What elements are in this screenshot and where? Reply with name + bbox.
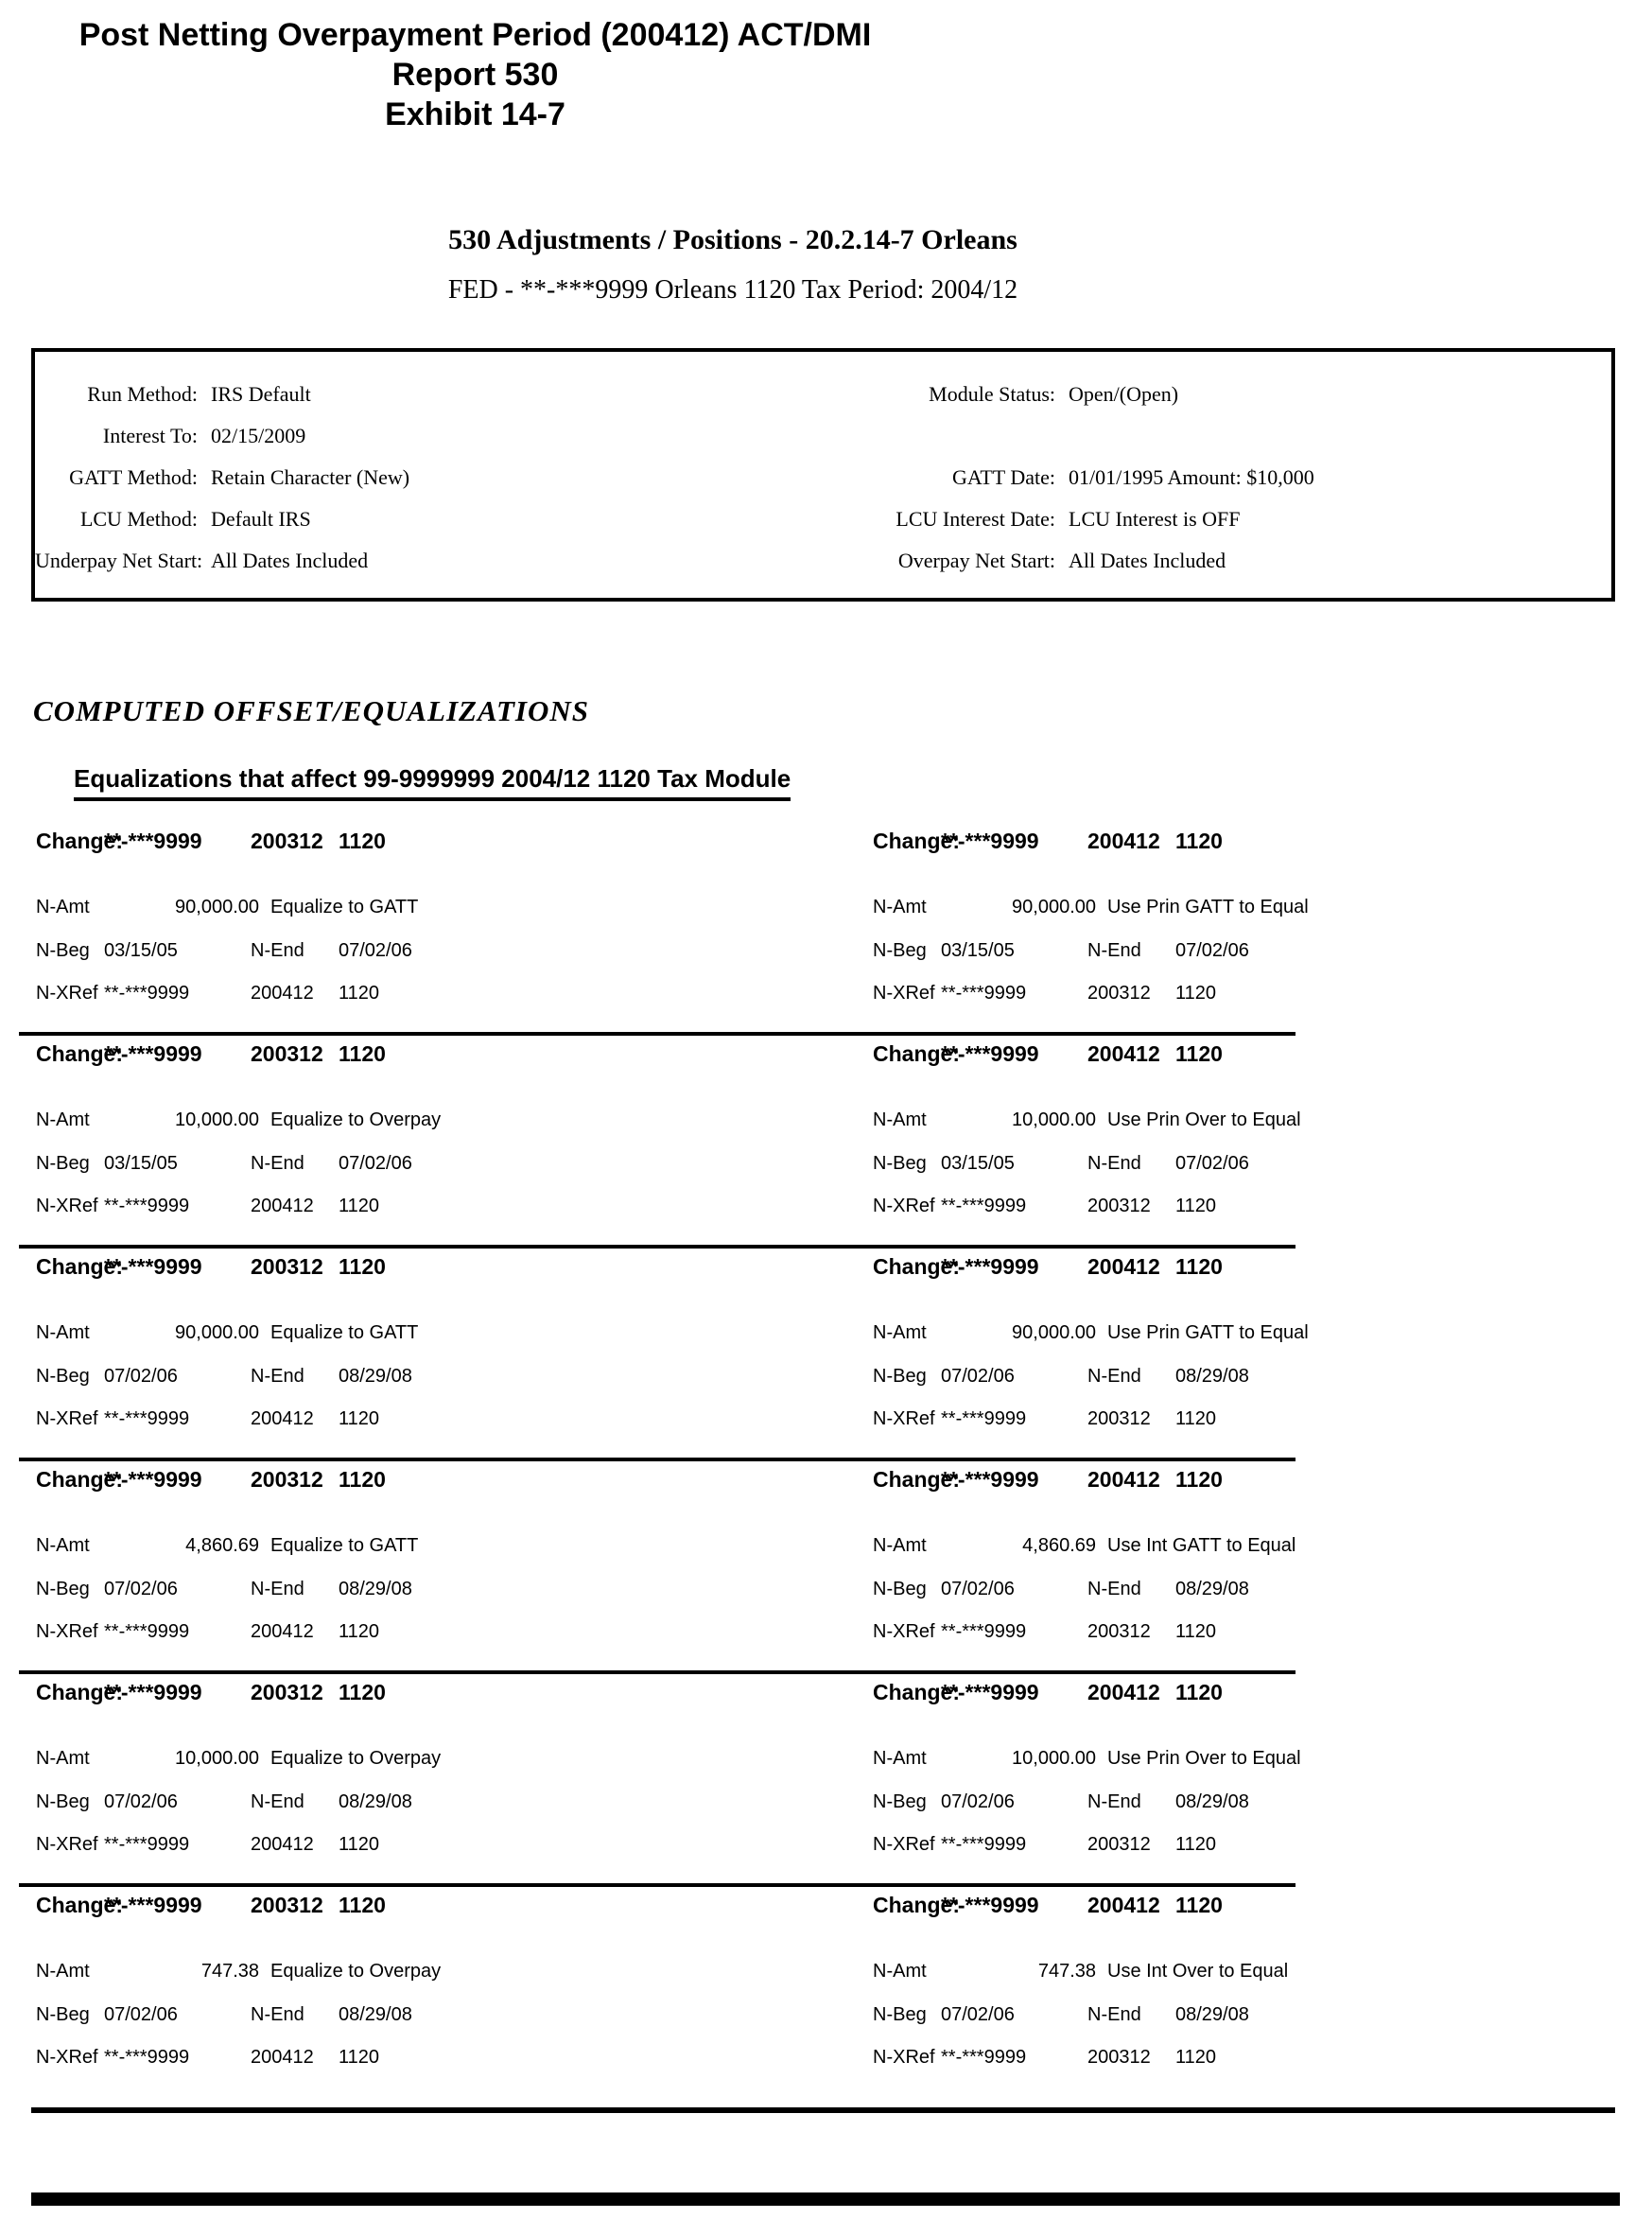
info-label: Interest To: <box>102 424 198 447</box>
change-period: 200412 <box>1087 1254 1160 1279</box>
n-beg-date: 07/02/06 <box>941 1579 1015 1599</box>
change-period: 200412 <box>1087 1893 1160 1917</box>
change-block-right <box>873 1032 1639 1245</box>
n-xref-label: N-XRef <box>36 2047 98 2068</box>
n-beg-date: 03/15/05 <box>104 940 178 961</box>
change-label: Change: <box>873 829 960 853</box>
n-xref-mft: 1120 <box>339 1834 380 1855</box>
n-xref-period: 200412 <box>251 1621 314 1642</box>
n-xref-label: N-XRef <box>873 1408 935 1429</box>
change-row <box>0 1670 1652 1883</box>
n-amt-label: N-Amt <box>873 1961 927 1982</box>
n-beg-label: N-Beg <box>36 1579 90 1599</box>
n-amt-desc: Equalize to Overpay <box>270 1748 442 1769</box>
n-end-date: 08/29/08 <box>339 1366 412 1387</box>
n-beg-date: 07/02/06 <box>104 1366 178 1387</box>
info-row <box>35 465 1611 507</box>
change-label: Change: <box>36 1893 123 1917</box>
n-xref-tin: **-***9999 <box>104 1408 190 1429</box>
n-xref-period: 200412 <box>251 1834 314 1855</box>
change-mft: 1120 <box>1175 1041 1223 1066</box>
info-value: All Dates Included <box>1069 549 1226 572</box>
info-value: Retain Character (New) <box>211 465 410 489</box>
info-label: GATT Date: <box>952 465 1055 489</box>
n-amt-value: 90,000.00 <box>175 897 259 917</box>
change-row <box>0 1032 1652 1245</box>
info-value: IRS Default <box>211 382 311 406</box>
n-end-date: 08/29/08 <box>339 2004 412 2025</box>
change-mft: 1120 <box>339 1467 386 1492</box>
n-amt-value: 90,000.00 <box>175 1322 259 1343</box>
change-label: Change: <box>36 1041 123 1066</box>
n-amt-label: N-Amt <box>36 1961 90 1982</box>
n-xref-label: N-XRef <box>873 983 935 1004</box>
change-tin: **-***9999 <box>104 1680 202 1704</box>
n-xref-period: 200412 <box>251 1408 314 1429</box>
change-tin: **-***9999 <box>104 1041 202 1066</box>
n-xref-mft: 1120 <box>1175 983 1217 1004</box>
n-end-label: N-End <box>1087 1366 1141 1387</box>
info-label: LCU Interest Date: <box>896 507 1055 531</box>
n-xref-label: N-XRef <box>36 983 98 1004</box>
n-beg-date: 07/02/06 <box>104 1579 178 1599</box>
change-row <box>0 1245 1652 1458</box>
n-xref-mft: 1120 <box>1175 1196 1217 1216</box>
change-tin: **-***9999 <box>104 1254 202 1279</box>
info-value: Default IRS <box>211 507 311 531</box>
info-label: Overpay Net Start: <box>897 549 1055 572</box>
n-beg-label: N-Beg <box>873 2004 927 2025</box>
change-period: 200412 <box>1087 1041 1160 1066</box>
change-tin: **-***9999 <box>941 1680 1039 1704</box>
n-xref-tin: **-***9999 <box>941 1408 1027 1429</box>
change-row <box>0 1458 1652 1670</box>
change-period: 200312 <box>251 1467 323 1492</box>
n-end-date: 08/29/08 <box>1175 2004 1249 2025</box>
n-xref-tin: **-***9999 <box>941 2047 1027 2068</box>
change-mft: 1120 <box>1175 1680 1223 1704</box>
n-xref-mft: 1120 <box>339 1196 380 1216</box>
n-end-label: N-End <box>1087 1579 1141 1599</box>
n-end-date: 08/29/08 <box>339 1791 412 1812</box>
change-period: 200412 <box>1087 1680 1160 1704</box>
change-mft: 1120 <box>1175 1893 1223 1917</box>
change-label: Change: <box>873 1680 960 1704</box>
report-subtitle-line2: FED - **-***9999 Orleans 1120 Tax Period: 2004/12 <box>447 275 1018 305</box>
n-xref-label: N-XRef <box>36 1196 98 1216</box>
n-xref-period: 200312 <box>1087 1408 1151 1429</box>
n-amt-value: 4,860.69 <box>185 1535 259 1556</box>
report-subtitle-line1: 530 Adjustments / Positions - 20.2.14-7 Orleans <box>448 224 1017 255</box>
n-xref-period: 200312 <box>1087 1621 1151 1642</box>
n-beg-date: 03/15/05 <box>104 1153 178 1174</box>
change-block-right <box>873 1883 1639 2096</box>
n-beg-label: N-Beg <box>873 1153 927 1174</box>
n-end-label: N-End <box>251 2004 304 2025</box>
n-amt-value: 747.38 <box>200 1961 259 1982</box>
n-xref-label: N-XRef <box>36 1834 98 1855</box>
info-value: LCU Interest is OFF <box>1069 507 1241 531</box>
change-mft: 1120 <box>339 1041 386 1066</box>
n-xref-label: N-XRef <box>873 1196 935 1216</box>
n-xref-mft: 1120 <box>1175 1621 1217 1642</box>
info-value: All Dates Included <box>211 549 369 572</box>
n-amt-label: N-Amt <box>873 1748 927 1769</box>
n-beg-label: N-Beg <box>873 1366 927 1387</box>
change-label: Change: <box>873 1254 960 1279</box>
change-label: Change: <box>873 1893 960 1917</box>
footer-rule-thick <box>31 2192 1620 2206</box>
change-block-right <box>873 1670 1639 1883</box>
change-mft: 1120 <box>339 1893 386 1917</box>
n-end-label: N-End <box>251 1579 304 1599</box>
n-xref-period: 200412 <box>251 983 314 1004</box>
n-xref-tin: **-***9999 <box>104 2047 190 2068</box>
page-title-line1: Post Netting Overpayment Period (200412) ACT/DMI Report 530 <box>78 17 872 93</box>
n-beg-label: N-Beg <box>36 940 90 961</box>
n-end-date: 07/02/06 <box>1175 940 1249 961</box>
n-end-label: N-End <box>1087 1153 1141 1174</box>
n-amt-label: N-Amt <box>873 1109 927 1130</box>
n-amt-label: N-Amt <box>873 1535 927 1556</box>
info-label: Underpay Net Start: <box>35 549 203 572</box>
n-end-date: 08/29/08 <box>339 1579 412 1599</box>
equalizations-subheading: Equalizations that affect 99-9999999 2004/12 1120 Tax Module <box>74 764 791 801</box>
info-value: 02/15/2009 <box>211 424 306 447</box>
change-tin: **-***9999 <box>941 1254 1039 1279</box>
n-end-label: N-End <box>251 1791 304 1812</box>
n-xref-mft: 1120 <box>1175 1408 1217 1429</box>
n-end-date: 08/29/08 <box>1175 1366 1249 1387</box>
change-block-right <box>873 819 1639 1032</box>
n-xref-tin: **-***9999 <box>941 1196 1027 1216</box>
n-amt-label: N-Amt <box>36 1322 90 1343</box>
info-label: Module Status: <box>929 382 1055 406</box>
section-heading: COMPUTED OFFSET/EQUALIZATIONS <box>33 694 589 727</box>
n-amt-desc: Use Prin Over to Equal <box>1107 1748 1301 1769</box>
change-mft: 1120 <box>1175 829 1223 853</box>
n-end-label: N-End <box>1087 2004 1141 2025</box>
change-tin: **-***9999 <box>941 1041 1039 1066</box>
n-amt-desc: Equalize to GATT <box>270 897 419 917</box>
change-tin: **-***9999 <box>104 1467 202 1492</box>
n-end-date: 07/02/06 <box>339 1153 412 1174</box>
n-xref-period: 200312 <box>1087 1196 1151 1216</box>
equalization-rows <box>0 819 1652 2096</box>
change-tin: **-***9999 <box>104 829 202 853</box>
n-amt-desc: Use Int GATT to Equal <box>1107 1535 1296 1556</box>
info-label: Run Method: <box>87 382 198 406</box>
n-amt-label: N-Amt <box>873 897 927 917</box>
n-xref-period: 200312 <box>1087 1834 1151 1855</box>
n-xref-label: N-XRef <box>873 1834 935 1855</box>
change-period: 200312 <box>251 1041 323 1066</box>
n-xref-tin: **-***9999 <box>104 1196 190 1216</box>
n-xref-tin: **-***9999 <box>104 1621 190 1642</box>
n-end-date: 07/02/06 <box>339 940 412 961</box>
change-block-left <box>36 1032 802 1245</box>
n-end-label: N-End <box>251 1366 304 1387</box>
change-label: Change: <box>36 1467 123 1492</box>
change-tin: **-***9999 <box>941 829 1039 853</box>
n-amt-label: N-Amt <box>873 1322 927 1343</box>
info-row <box>35 382 1611 424</box>
n-xref-period: 200312 <box>1087 2047 1151 2068</box>
n-xref-mft: 1120 <box>339 1621 380 1642</box>
n-amt-desc: Equalize to Overpay <box>270 1109 442 1130</box>
n-amt-value: 90,000.00 <box>1012 1322 1096 1343</box>
n-amt-value: 10,000.00 <box>175 1109 259 1130</box>
change-label: Change: <box>36 1254 123 1279</box>
n-amt-value: 90,000.00 <box>1012 897 1096 917</box>
n-amt-value: 10,000.00 <box>175 1748 259 1769</box>
change-row <box>0 819 1652 1032</box>
change-period: 200312 <box>251 1893 323 1917</box>
n-beg-label: N-Beg <box>873 1791 927 1812</box>
n-xref-mft: 1120 <box>339 1408 380 1429</box>
report-subtitle <box>322 223 1144 306</box>
n-beg-label: N-Beg <box>36 1153 90 1174</box>
n-xref-tin: **-***9999 <box>941 983 1027 1004</box>
n-xref-label: N-XRef <box>36 1621 98 1642</box>
n-amt-label: N-Amt <box>36 1535 90 1556</box>
n-beg-date: 07/02/06 <box>941 1791 1015 1812</box>
change-mft: 1120 <box>339 1254 386 1279</box>
n-amt-desc: Equalize to GATT <box>270 1322 419 1343</box>
n-xref-tin: **-***9999 <box>941 1621 1027 1642</box>
info-label: LCU Method: <box>79 507 198 531</box>
n-xref-label: N-XRef <box>873 2047 935 2068</box>
n-beg-date: 07/02/06 <box>941 2004 1015 2025</box>
n-xref-mft: 1120 <box>1175 2047 1217 2068</box>
n-xref-label: N-XRef <box>873 1621 935 1642</box>
change-label: Change: <box>36 829 123 853</box>
change-period: 200312 <box>251 829 323 853</box>
n-amt-label: N-Amt <box>36 1109 90 1130</box>
footer-rule-thin <box>31 2107 1615 2113</box>
n-amt-value: 10,000.00 <box>1012 1748 1096 1769</box>
change-block-right <box>873 1245 1639 1458</box>
n-amt-value: 747.38 <box>1037 1961 1096 1982</box>
run-settings-box <box>31 348 1615 602</box>
change-block-left <box>36 819 802 1032</box>
n-amt-desc: Use Int Over to Equal <box>1107 1961 1289 1982</box>
change-mft: 1120 <box>339 1680 386 1704</box>
n-end-label: N-End <box>1087 1791 1141 1812</box>
n-beg-date: 07/02/06 <box>941 1366 1015 1387</box>
n-beg-date: 07/02/06 <box>104 1791 178 1812</box>
n-beg-date: 03/15/05 <box>941 1153 1015 1174</box>
change-label: Change: <box>36 1680 123 1704</box>
change-row <box>0 1883 1652 2096</box>
change-block-left <box>36 1245 802 1458</box>
change-period: 200312 <box>251 1254 323 1279</box>
n-beg-label: N-Beg <box>36 2004 90 2025</box>
n-amt-desc: Equalize to GATT <box>270 1535 419 1556</box>
n-xref-tin: **-***9999 <box>941 1834 1027 1855</box>
n-end-label: N-End <box>251 940 304 961</box>
n-xref-mft: 1120 <box>339 2047 380 2068</box>
change-tin: **-***9999 <box>941 1893 1039 1917</box>
page-title <box>33 15 917 134</box>
info-value: Open/(Open) <box>1069 382 1179 406</box>
n-end-label: N-End <box>1087 940 1141 961</box>
info-row <box>35 549 1611 590</box>
n-beg-date: 07/02/06 <box>104 2004 178 2025</box>
info-row <box>35 507 1611 549</box>
n-xref-period: 200312 <box>1087 983 1151 1004</box>
n-xref-tin: **-***9999 <box>104 983 190 1004</box>
n-amt-label: N-Amt <box>36 1748 90 1769</box>
change-block-left <box>36 1883 802 2096</box>
change-mft: 1120 <box>1175 1254 1223 1279</box>
change-period: 200412 <box>1087 829 1160 853</box>
n-beg-date: 03/15/05 <box>941 940 1015 961</box>
n-beg-label: N-Beg <box>36 1366 90 1387</box>
n-xref-label: N-XRef <box>36 1408 98 1429</box>
n-beg-label: N-Beg <box>36 1791 90 1812</box>
page-title-line2: Exhibit 14-7 <box>385 96 565 132</box>
n-amt-label: N-Amt <box>36 897 90 917</box>
change-block-left <box>36 1670 802 1883</box>
change-label: Change: <box>873 1041 960 1066</box>
n-end-label: N-End <box>251 1153 304 1174</box>
n-xref-period: 200412 <box>251 1196 314 1216</box>
change-tin: **-***9999 <box>104 1893 202 1917</box>
n-amt-desc: Equalize to Overpay <box>270 1961 442 1982</box>
n-end-date: 08/29/08 <box>1175 1791 1249 1812</box>
change-mft: 1120 <box>339 829 386 853</box>
n-end-date: 07/02/06 <box>1175 1153 1249 1174</box>
n-amt-value: 10,000.00 <box>1012 1109 1096 1130</box>
n-amt-value: 4,860.69 <box>1022 1535 1096 1556</box>
n-xref-mft: 1120 <box>1175 1834 1217 1855</box>
change-period: 200412 <box>1087 1467 1160 1492</box>
n-xref-mft: 1120 <box>339 983 380 1004</box>
change-period: 200312 <box>251 1680 323 1704</box>
n-beg-label: N-Beg <box>873 940 927 961</box>
n-end-date: 08/29/08 <box>1175 1579 1249 1599</box>
info-value: 01/01/1995 Amount: $10,000 <box>1069 465 1314 489</box>
info-row <box>35 424 1611 465</box>
n-amt-desc: Use Prin GATT to Equal <box>1107 1322 1309 1343</box>
change-mft: 1120 <box>1175 1467 1223 1492</box>
info-label: GATT Method: <box>69 465 198 489</box>
n-xref-period: 200412 <box>251 2047 314 2068</box>
change-block-left <box>36 1458 802 1670</box>
change-label: Change: <box>873 1467 960 1492</box>
n-xref-tin: **-***9999 <box>104 1834 190 1855</box>
n-amt-desc: Use Prin Over to Equal <box>1107 1109 1301 1130</box>
change-block-right <box>873 1458 1639 1670</box>
n-beg-label: N-Beg <box>873 1579 927 1599</box>
n-amt-desc: Use Prin GATT to Equal <box>1107 897 1309 917</box>
change-tin: **-***9999 <box>941 1467 1039 1492</box>
